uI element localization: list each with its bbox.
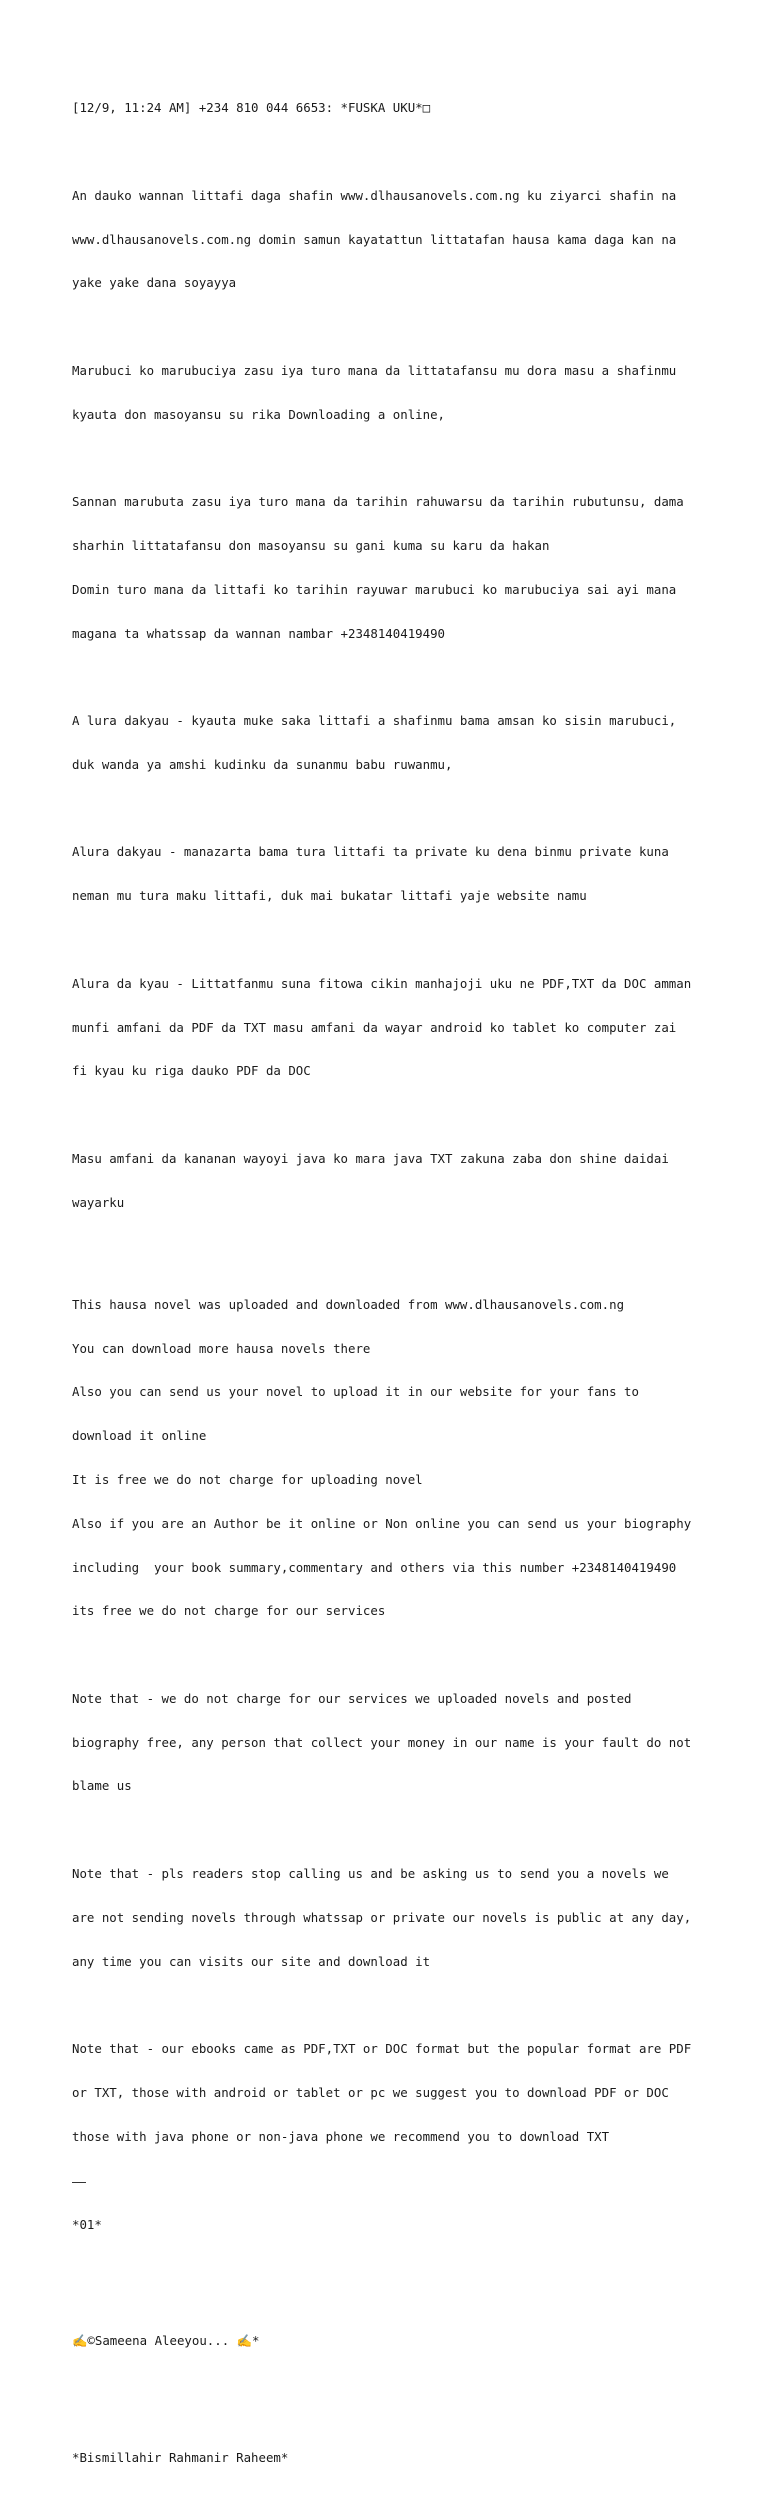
text-line: neman mu tura maku littafi, duk mai bukatar littafi yaje website namu	[72, 888, 587, 904]
text-line: any time you can visits our site and download it	[72, 1953, 431, 1969]
biography-paragraph	[72, 466, 732, 670]
document-page	[72, 72, 732, 2510]
text-line: those with java phone or non-java phone we recommend you to download TXT	[72, 2128, 610, 2144]
text-line: sharhin littatafansu don masoyansu su gani kuma su karu da hakan	[72, 538, 550, 553]
text-line: duk wanda ya amshi kudinku da sunanmu babu ruwanmu,	[72, 756, 453, 772]
text-line: wayarku	[72, 1194, 125, 1210]
text-line: Marubuci ko marubuciya zasu iya turo mana da littatafansu mu dora masu a shafinmu	[72, 362, 677, 378]
text-line: its free we do not charge for our services	[72, 1603, 386, 1619]
separator-line	[72, 2174, 86, 2183]
format-notice-paragraph	[72, 948, 732, 1109]
text-line: kyauta don masoyansu su rika Downloading a online,	[72, 406, 445, 422]
chapter-label: *01*	[72, 2216, 102, 2232]
text-line: yake yake dana soyayya	[72, 275, 237, 291]
author-credit	[72, 2305, 732, 2378]
english-info-paragraph	[72, 1269, 732, 1648]
text-line: Also if you are an Author be it online or Non online you can send us your biography	[72, 1515, 692, 1531]
intro-paragraph	[72, 160, 732, 321]
text-line: Alura da kyau - Littatfanmu suna fitowa cikin manhajoji uku ne PDF,TXT da DOC amman	[72, 975, 692, 991]
text-line: download it online	[72, 1428, 207, 1444]
bismillah-heading	[72, 2422, 732, 2495]
text-line: www.dlhausanovels.com.ng domin samun kayatattun littatafan hausa kama daga kan na	[72, 231, 677, 247]
java-notice-paragraph	[72, 1123, 732, 1240]
chapter-number	[72, 2189, 732, 2262]
text-line: Note that - pls readers stop calling us and be asking us to send you a novels we	[72, 1866, 669, 1882]
text-line: Domin turo mana da littafi ko tarihin rayuwar marubuci ko marubuciya sai ayi mana	[72, 581, 677, 597]
text-line: Also you can send us your novel to upload it in our website for your fans to	[72, 1384, 639, 1400]
bismillah-line: *Bismillahir Rahmanir Raheem*	[72, 2450, 289, 2466]
text-line: or TXT, those with android or tablet or pc we suggest you to download PDF or DOC	[72, 2084, 669, 2100]
text-line: An dauko wannan littafi daga shafin www.dlhausanovels.com.ng ku ziyarci shafin na	[72, 187, 677, 203]
text-line: This hausa novel was uploaded and downloaded from www.dlhausanovels.com.ng	[72, 1296, 625, 1312]
text-line: are not sending novels through whatssap or private our novels is public at any day,	[72, 1909, 692, 1925]
spacer	[72, 2276, 732, 2305]
ebook-format-note-paragraph	[72, 2013, 732, 2174]
spacer	[72, 2393, 732, 2422]
message-header	[72, 72, 732, 145]
text-line: fi kyau ku riga dauko PDF da DOC	[72, 1063, 311, 1079]
text-line: blame us	[72, 1778, 132, 1794]
text-line: A lura dakyau - kyauta muke saka littafi a shafinmu bama amsan ko sisin marubuci,	[72, 713, 677, 729]
private-notice-paragraph	[72, 816, 732, 933]
text-line: Alura dakyau - manazarta bama tura littafi ta private ku dena binmu private kuna	[72, 844, 669, 860]
text-line: Masu amfani da kananan wayoyi java ko mara java TXT zakuna zaba don shine daidai	[72, 1150, 669, 1166]
calling-note-paragraph	[72, 1838, 732, 1999]
header-line: [12/9, 11:24 AM] +234 810 044 6653: *FUSKA UKU*□	[72, 100, 431, 116]
authors-paragraph	[72, 335, 732, 452]
spacer	[72, 1254, 732, 1269]
text-line: You can download more hausa novels there	[72, 1340, 371, 1356]
author-line: ✍️©Sameena Aleeyou... ✍️*	[72, 2333, 260, 2349]
text-line: It is free we do not charge for uploading novel	[72, 1472, 423, 1487]
text-line: including your book summary,commentary and others via this number +2348140419490	[72, 1559, 677, 1575]
text-line: Sannan marubuta zasu iya turo mana da tarihin rahuwarsu da tarihin rubutunsu, dama	[72, 494, 684, 510]
text-line: biography free, any person that collect your money in our name is your fault do not	[72, 1734, 692, 1750]
text-line: Note that - our ebooks came as PDF,TXT or DOC format but the popular format are PDF	[72, 2041, 692, 2057]
text-line: munfi amfani da PDF da TXT masu amfani da wayar android ko tablet ko computer zai	[72, 1019, 677, 1035]
text-line: Note that - we do not charge for our services we uploaded novels and posted	[72, 1690, 632, 1706]
charge-note-paragraph	[72, 1663, 732, 1824]
free-notice-paragraph	[72, 685, 732, 802]
text-line: magana ta whatssap da wannan nambar +2348140419490	[72, 625, 445, 641]
